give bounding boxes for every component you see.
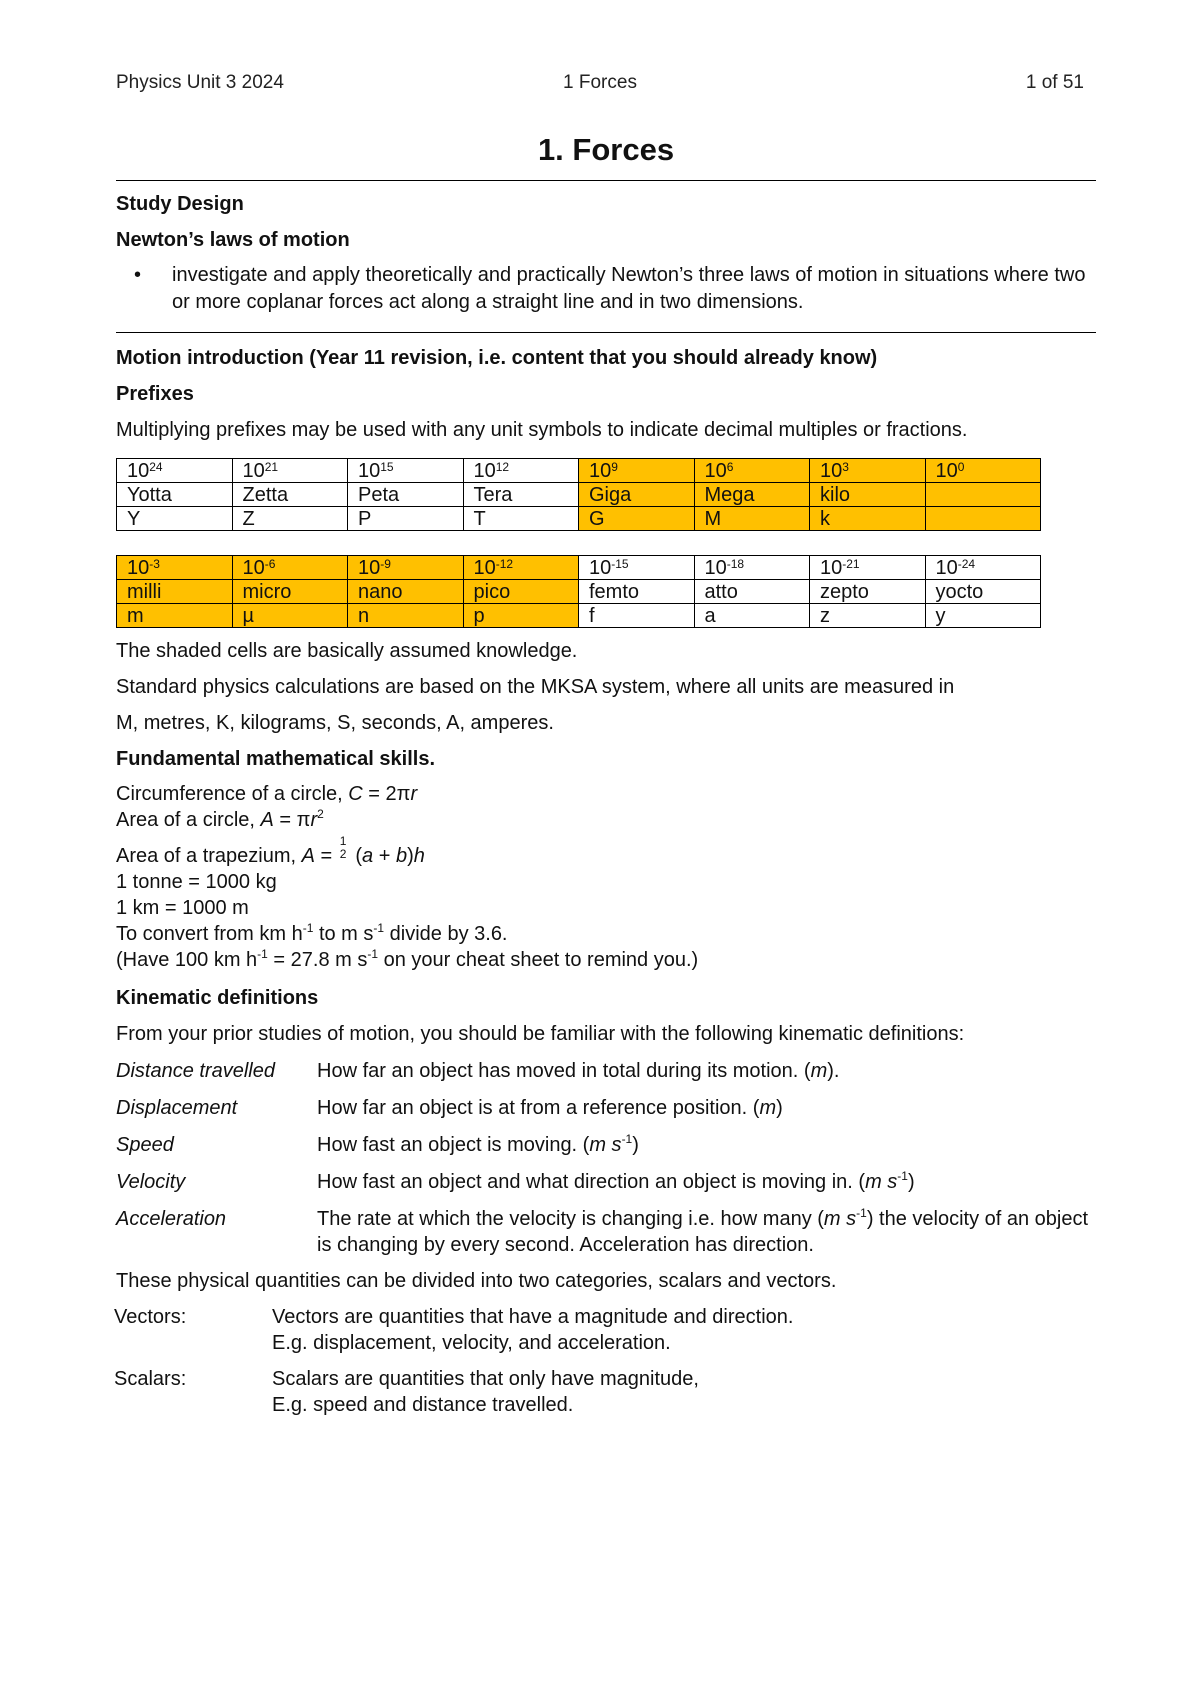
- definition-row: [116, 1132, 1096, 1159]
- power-cell: $10^6$: [694, 459, 810, 483]
- vectors-scalars: [114, 1304, 1096, 1418]
- power-cell: $10^{-24}$: [925, 556, 1041, 580]
- power-cell: $10^3$: [810, 459, 926, 483]
- study-design-heading: Study Design: [116, 193, 244, 215]
- prefix-name-cell: zepto: [810, 580, 926, 604]
- half-fraction: 1 2: [339, 834, 347, 861]
- scalars-row: [114, 1366, 1096, 1418]
- page-header: [116, 72, 1084, 96]
- scalars-definition: Scalars are quantities that only have magnitude,: [272, 1368, 699, 1390]
- prefix-name-cell: nano: [348, 580, 464, 604]
- prefix-name-cell: [925, 483, 1041, 507]
- kinematics-heading: Kinematic definitions: [116, 987, 319, 1009]
- scalars-examples: E.g. speed and distance travelled.: [272, 1394, 574, 1416]
- power-cell: $10^{24}$: [117, 459, 233, 483]
- prefix-row: [117, 483, 1041, 507]
- math-skills-heading: Fundamental mathematical skills.: [116, 748, 435, 770]
- vectors-examples: E.g. displacement, velocity, and acceleration.: [272, 1332, 671, 1354]
- power-cell: $10^{15}$: [348, 459, 464, 483]
- power-cell: $10^{-12}$: [463, 556, 579, 580]
- prefix-row: [117, 507, 1041, 531]
- circle-area-formula: Area of a circle, $A = \pi r^2$: [116, 807, 324, 831]
- newtons-laws-heading: Newton’s laws of motion: [116, 229, 350, 251]
- vectors-label: Vectors:: [114, 1306, 187, 1328]
- prefix-symbol-cell: Z: [232, 507, 348, 531]
- power-cell: $10^{-3}$: [117, 556, 233, 580]
- prefix-name-cell: Yotta: [117, 483, 233, 507]
- tonne-conversion: 1 tonne = 1000 kg: [116, 871, 277, 893]
- power-cell: $10^{-15}$: [579, 556, 695, 580]
- power-cell: $10^0$: [925, 459, 1041, 483]
- header-course: Physics Unit 3 2024: [116, 72, 284, 93]
- prefix-symbol-cell: P: [348, 507, 464, 531]
- vectors-row: [114, 1304, 1096, 1356]
- divider: [116, 332, 1096, 333]
- term: Velocity: [116, 1171, 186, 1193]
- motion-intro-heading: Motion introduction (Year 11 revision, i.e. content that you should already know): [116, 347, 878, 369]
- study-design-list: [116, 262, 1096, 316]
- definition-row: [116, 1095, 1096, 1122]
- prefix-name-cell: micro: [232, 580, 348, 604]
- definition: The rate at which the velocity is changing i.e. how many (m $s^{-1}$) the velocity of an object is changing by every second. Acceleration has direction.: [317, 1206, 1089, 1256]
- definition-row: [116, 1206, 1096, 1258]
- definition: How far an object has moved in total during its motion. (m).: [317, 1060, 840, 1082]
- cheat-sheet-note: (Have 100 km $h^{-1} = 27.8$ m $s^{-1}$ on your cheat sheet to remind you.): [116, 947, 699, 971]
- prefix-name-cell: Zetta: [232, 483, 348, 507]
- prefix-row: [117, 580, 1041, 604]
- prefix-symbol-cell: Y: [117, 507, 233, 531]
- prefix-symbol-cell: [925, 507, 1041, 531]
- header-page-number: 1 of 51: [1025, 72, 1084, 93]
- power-cell: $10^{-9}$: [348, 556, 464, 580]
- study-design-bullet: • investigate and apply theoretically and practically Newton’s three laws of motion in situations where two or more coplanar forces act along a straight line and in two dimensions.: [116, 262, 1096, 316]
- prefix-symbol-cell: µ: [232, 604, 348, 628]
- mksa-line-2: M, metres, K, kilograms, S, seconds, A, amperes.: [116, 712, 554, 734]
- prefix-name-cell: atto: [694, 580, 810, 604]
- prefixes-heading: Prefixes: [116, 383, 194, 405]
- km-conversion: 1 km = 1000 m: [116, 897, 249, 919]
- power-cell: $10^{-21}$: [810, 556, 926, 580]
- header-chapter: 1 Forces: [563, 72, 637, 93]
- trapezium-area-formula: Area of a trapezium, A = 1 2 (a + b)h: [116, 834, 425, 867]
- prefix-symbol-cell: n: [348, 604, 464, 628]
- prefixes-intro: Multiplying prefixes may be used with any unit symbols to indicate decimal multiples or fractions.: [116, 419, 968, 441]
- prefix-name-cell: milli: [117, 580, 233, 604]
- term: Speed: [116, 1134, 174, 1156]
- prefix-symbol-cell: G: [579, 507, 695, 531]
- definition: How fast an object is moving. (m $s^{-1}$): [317, 1132, 639, 1156]
- prefix-table-fractions: [116, 555, 1041, 628]
- prefix-name-cell: yocto: [925, 580, 1041, 604]
- prefix-name-cell: kilo: [810, 483, 926, 507]
- power-cell: $10^{12}$: [463, 459, 579, 483]
- prefix-name-cell: Mega: [694, 483, 810, 507]
- power-cell: $10^{21}$: [232, 459, 348, 483]
- scalars-label: Scalars:: [114, 1368, 187, 1390]
- power-cell: $10^{-6}$: [232, 556, 348, 580]
- prefix-symbol-cell: z: [810, 604, 926, 628]
- power-cell: $10^9$: [579, 459, 695, 483]
- prefix-name-cell: pico: [463, 580, 579, 604]
- prefix-name-cell: Giga: [579, 483, 695, 507]
- prefix-table-multiples: [116, 458, 1041, 531]
- vectors-definition: Vectors are quantities that have a magnitude and direction.: [272, 1306, 794, 1328]
- speed-conversion: To convert from km $h^{-1}$ to m $s^{-1}$ divide by 3.6.: [116, 921, 508, 945]
- prefix-name-cell: Tera: [463, 483, 579, 507]
- definition-row: [116, 1169, 1096, 1196]
- prefix-symbol-cell: M: [694, 507, 810, 531]
- categories-intro: These physical quantities can be divided into two categories, scalars and vectors.: [116, 1270, 837, 1292]
- prefix-name-cell: Peta: [348, 483, 464, 507]
- term: Acceleration: [116, 1208, 227, 1230]
- prefix-name-cell: femto: [579, 580, 695, 604]
- page-title: 1. Forces: [537, 132, 675, 167]
- prefix-symbol-cell: y: [925, 604, 1041, 628]
- definition-row: [116, 1058, 1096, 1085]
- divider: [116, 180, 1096, 181]
- prefix-symbol-cell: m: [117, 604, 233, 628]
- definition: How fast an object and what direction an object is moving in. (m $s^{-1}$): [317, 1169, 915, 1193]
- power-cell: $10^{-18}$: [694, 556, 810, 580]
- page-content: [116, 130, 1096, 1426]
- prefix-symbol-cell: T: [463, 507, 579, 531]
- circumference-formula: Circumference of a circle, C = 2πr: [116, 783, 418, 805]
- prefix-row: [117, 556, 1041, 580]
- term: Displacement: [116, 1097, 238, 1119]
- shaded-note: The shaded cells are basically assumed knowledge.: [116, 640, 578, 662]
- kinematics-intro: From your prior studies of motion, you should be familiar with the following kinematic definitions:: [116, 1023, 965, 1045]
- prefix-symbol-cell: p: [463, 604, 579, 628]
- kinematic-definitions: [116, 1058, 1096, 1258]
- prefix-symbol-cell: k: [810, 507, 926, 531]
- math-formulas: [116, 781, 1096, 973]
- mksa-line-1: Standard physics calculations are based on the MKSA system, where all units are measured in: [116, 676, 955, 698]
- prefix-symbol-cell: f: [579, 604, 695, 628]
- prefix-symbol-cell: a: [694, 604, 810, 628]
- term: Distance travelled: [116, 1060, 275, 1082]
- prefix-row: [117, 459, 1041, 483]
- definition: How far an object is at from a reference position. (m): [317, 1097, 783, 1119]
- prefix-row: [117, 604, 1041, 628]
